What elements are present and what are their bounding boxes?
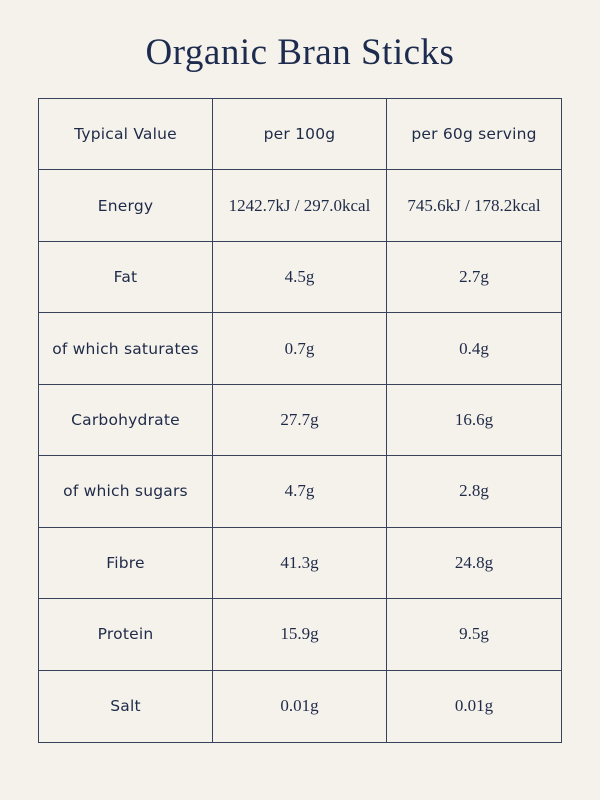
- table-row-saturates: [39, 313, 561, 384]
- row-label: Salt: [39, 671, 213, 742]
- value-per-60g: 9.5g: [459, 624, 489, 644]
- value-per-100g: 15.9g: [213, 599, 387, 669]
- page-title: Organic Bran Sticks: [145, 32, 455, 73]
- value-per-60g: 2.7g: [459, 267, 489, 287]
- table-header-row: [39, 99, 561, 170]
- value-per-60g: 16.6g: [454, 409, 494, 429]
- header-typical-value: Typical Value: [39, 99, 213, 169]
- header-per-100g: per 100g: [213, 99, 387, 169]
- value-per-100g: 0.01g: [213, 671, 387, 742]
- table-row-carbohydrate: [39, 385, 561, 456]
- value-per-100g: 0.7g: [213, 313, 387, 383]
- value-per-100g: 4.7g: [213, 456, 387, 526]
- value-per-100g: 1242.7kJ / 297.0kcal: [213, 170, 387, 240]
- table-row-fibre: [39, 528, 561, 599]
- row-label: of which sugars: [39, 456, 213, 526]
- row-label: Energy: [39, 170, 213, 240]
- table-row-energy: [39, 170, 561, 241]
- value-per-60g: 2.8g: [459, 481, 489, 501]
- value-per-100g: 27.7g: [213, 385, 387, 455]
- row-label: Carbohydrate: [39, 385, 213, 455]
- value-per-60g: 24.8g: [454, 552, 494, 572]
- table-row-sugars: [39, 456, 561, 527]
- value-per-60g: 0.4g: [459, 338, 489, 358]
- header-per-60g-serving: per 60g serving: [411, 125, 537, 144]
- value-per-100g: 41.3g: [213, 528, 387, 598]
- value-per-60g: 0.01g: [454, 696, 494, 716]
- row-label: Fat: [39, 242, 213, 312]
- nutrition-table: [38, 98, 562, 743]
- value-per-100g: 4.5g: [213, 242, 387, 312]
- value-per-60g: 745.6kJ / 178.2kcal: [407, 195, 541, 215]
- row-label: Fibre: [39, 528, 213, 598]
- table-row-salt: [39, 671, 561, 742]
- row-label: of which saturates: [39, 313, 213, 383]
- table-row-fat: [39, 242, 561, 313]
- row-label: Protein: [39, 599, 213, 669]
- table-row-protein: [39, 599, 561, 670]
